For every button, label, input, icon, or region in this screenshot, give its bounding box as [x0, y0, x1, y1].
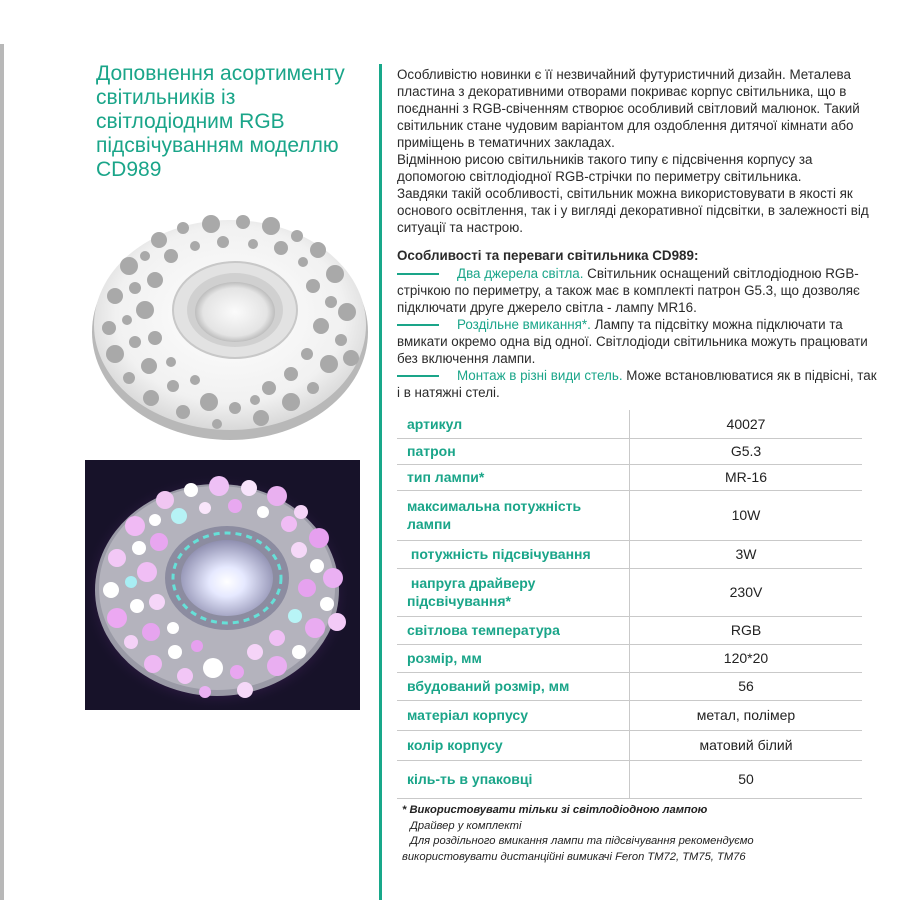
footnotes — [402, 803, 872, 865]
spec-key: світлова температура — [397, 616, 630, 644]
feature-item — [397, 316, 877, 367]
spec-value: G5.3 — [630, 438, 863, 464]
spec-key: колір корпусу — [397, 730, 630, 760]
page-edge — [0, 44, 4, 900]
footnote: використовувати дистанційні вимикачі Feron TM72, TM75, TM76 — [402, 850, 746, 863]
spec-row — [397, 438, 862, 464]
spec-row — [397, 760, 862, 798]
spec-key: тип лампи* — [397, 464, 630, 490]
spec-row — [397, 568, 862, 616]
spec-key: матеріал корпусу — [397, 700, 630, 730]
spec-row — [397, 700, 862, 730]
feature-title: Роздільне вмикання*. — [457, 317, 591, 332]
dash-marker — [397, 273, 439, 275]
product-photo-lit — [85, 460, 360, 710]
spec-key: максимальна потужність лампи — [397, 490, 630, 540]
spec-table — [397, 410, 862, 799]
intro-paragraph: Відмінною рисою світильників такого типу є підсвічення корпусу за допомогою світлодіодної RGB-стрічки по периметру світильника. — [397, 152, 813, 184]
heading-line: світлодіодним RGB — [96, 110, 285, 133]
spec-key: напруга драйверу підсвічування* — [397, 568, 630, 616]
spec-value: метал, полімер — [630, 700, 863, 730]
spec-key: потужність підсвічування — [397, 540, 630, 568]
footnote: Для роздільного вмикання лампи та підсвічування рекомендуємо — [410, 835, 754, 847]
features-list — [397, 265, 877, 401]
heading-line: світильників із — [96, 86, 236, 109]
intro-paragraph: Завдяки такій особливості, світильник можна використовувати в якості як основого освітлення, так і у вигляді декоративної підсвітки, в залежності від ситуації та настрою. — [397, 186, 869, 235]
spec-key: кіль-ть в упаковці — [397, 760, 630, 798]
spec-row — [397, 490, 862, 540]
feature-item — [397, 265, 877, 316]
feature-title: Два джерела світла. — [457, 266, 584, 281]
spec-value: 40027 — [630, 410, 863, 438]
spec-row — [397, 410, 862, 438]
page-heading — [96, 62, 366, 182]
spec-value: 3W — [630, 540, 863, 568]
feature-title: Монтаж в різні види стель. — [457, 368, 623, 383]
heading-line: підсвічуванням моделлю — [96, 134, 339, 157]
spec-value: 50 — [630, 760, 863, 798]
footnote: Драйвер у комплекті — [410, 819, 522, 832]
spec-key: вбудований розмір, мм — [397, 672, 630, 700]
heading-line: CD989 — [96, 158, 162, 181]
heading-line: Доповнення асортименту — [96, 62, 345, 85]
spec-key: розмір, мм — [397, 644, 630, 672]
spec-value: MR-16 — [630, 464, 863, 490]
feature-text: Може встановлюватися як в підвісні, так і в натяжні стелі. — [397, 368, 877, 400]
spec-value: 56 — [630, 672, 863, 700]
column-divider — [379, 64, 382, 900]
footnote: * Використовувати тільки зі світлодіодною лампою — [402, 804, 708, 816]
features-title: Особливості та переваги світильника CD989: — [397, 248, 699, 263]
dash-marker — [397, 375, 439, 377]
spec-row — [397, 464, 862, 490]
spec-row — [397, 672, 862, 700]
feature-item — [397, 367, 877, 401]
spec-value: матовий білий — [630, 730, 863, 760]
spec-value: RGB — [630, 616, 863, 644]
spec-value: 10W — [630, 490, 863, 540]
spec-value: 120*20 — [630, 644, 863, 672]
spec-row — [397, 540, 862, 568]
spec-value: 230V — [630, 568, 863, 616]
dash-marker — [397, 324, 439, 326]
intro-text — [397, 66, 877, 236]
spec-key: артикул — [397, 410, 630, 438]
intro-paragraph: Особливістю новинки є її незвичайний футуристичний дизайн. Металева пластина з декоративними отворами покриває корпус світильника, що в поєднанні з RGB-свіченням створює особливий світловий малюнок. Такий світильник стане чудовим варіантом для оздоблення дитячої кімнати або приміщень в тематичних закладах. — [397, 67, 860, 150]
spec-row — [397, 730, 862, 760]
spec-row — [397, 644, 862, 672]
product-photo-day — [85, 202, 375, 447]
feature-text: Світильник оснащений світлодіодною RGB-стрічкою по периметру, а також має в комплекті патрон G5.3, що дозволяє підключати друге джерело світла - лампу MR16. — [397, 266, 860, 315]
feature-text: Лампу та підсвітку можна підключати та вмикати окремо одна від одної. Світлодіоди світильника можуть працювати без включення лампи. — [397, 317, 868, 366]
spec-key: патрон — [397, 438, 630, 464]
spec-row — [397, 616, 862, 644]
